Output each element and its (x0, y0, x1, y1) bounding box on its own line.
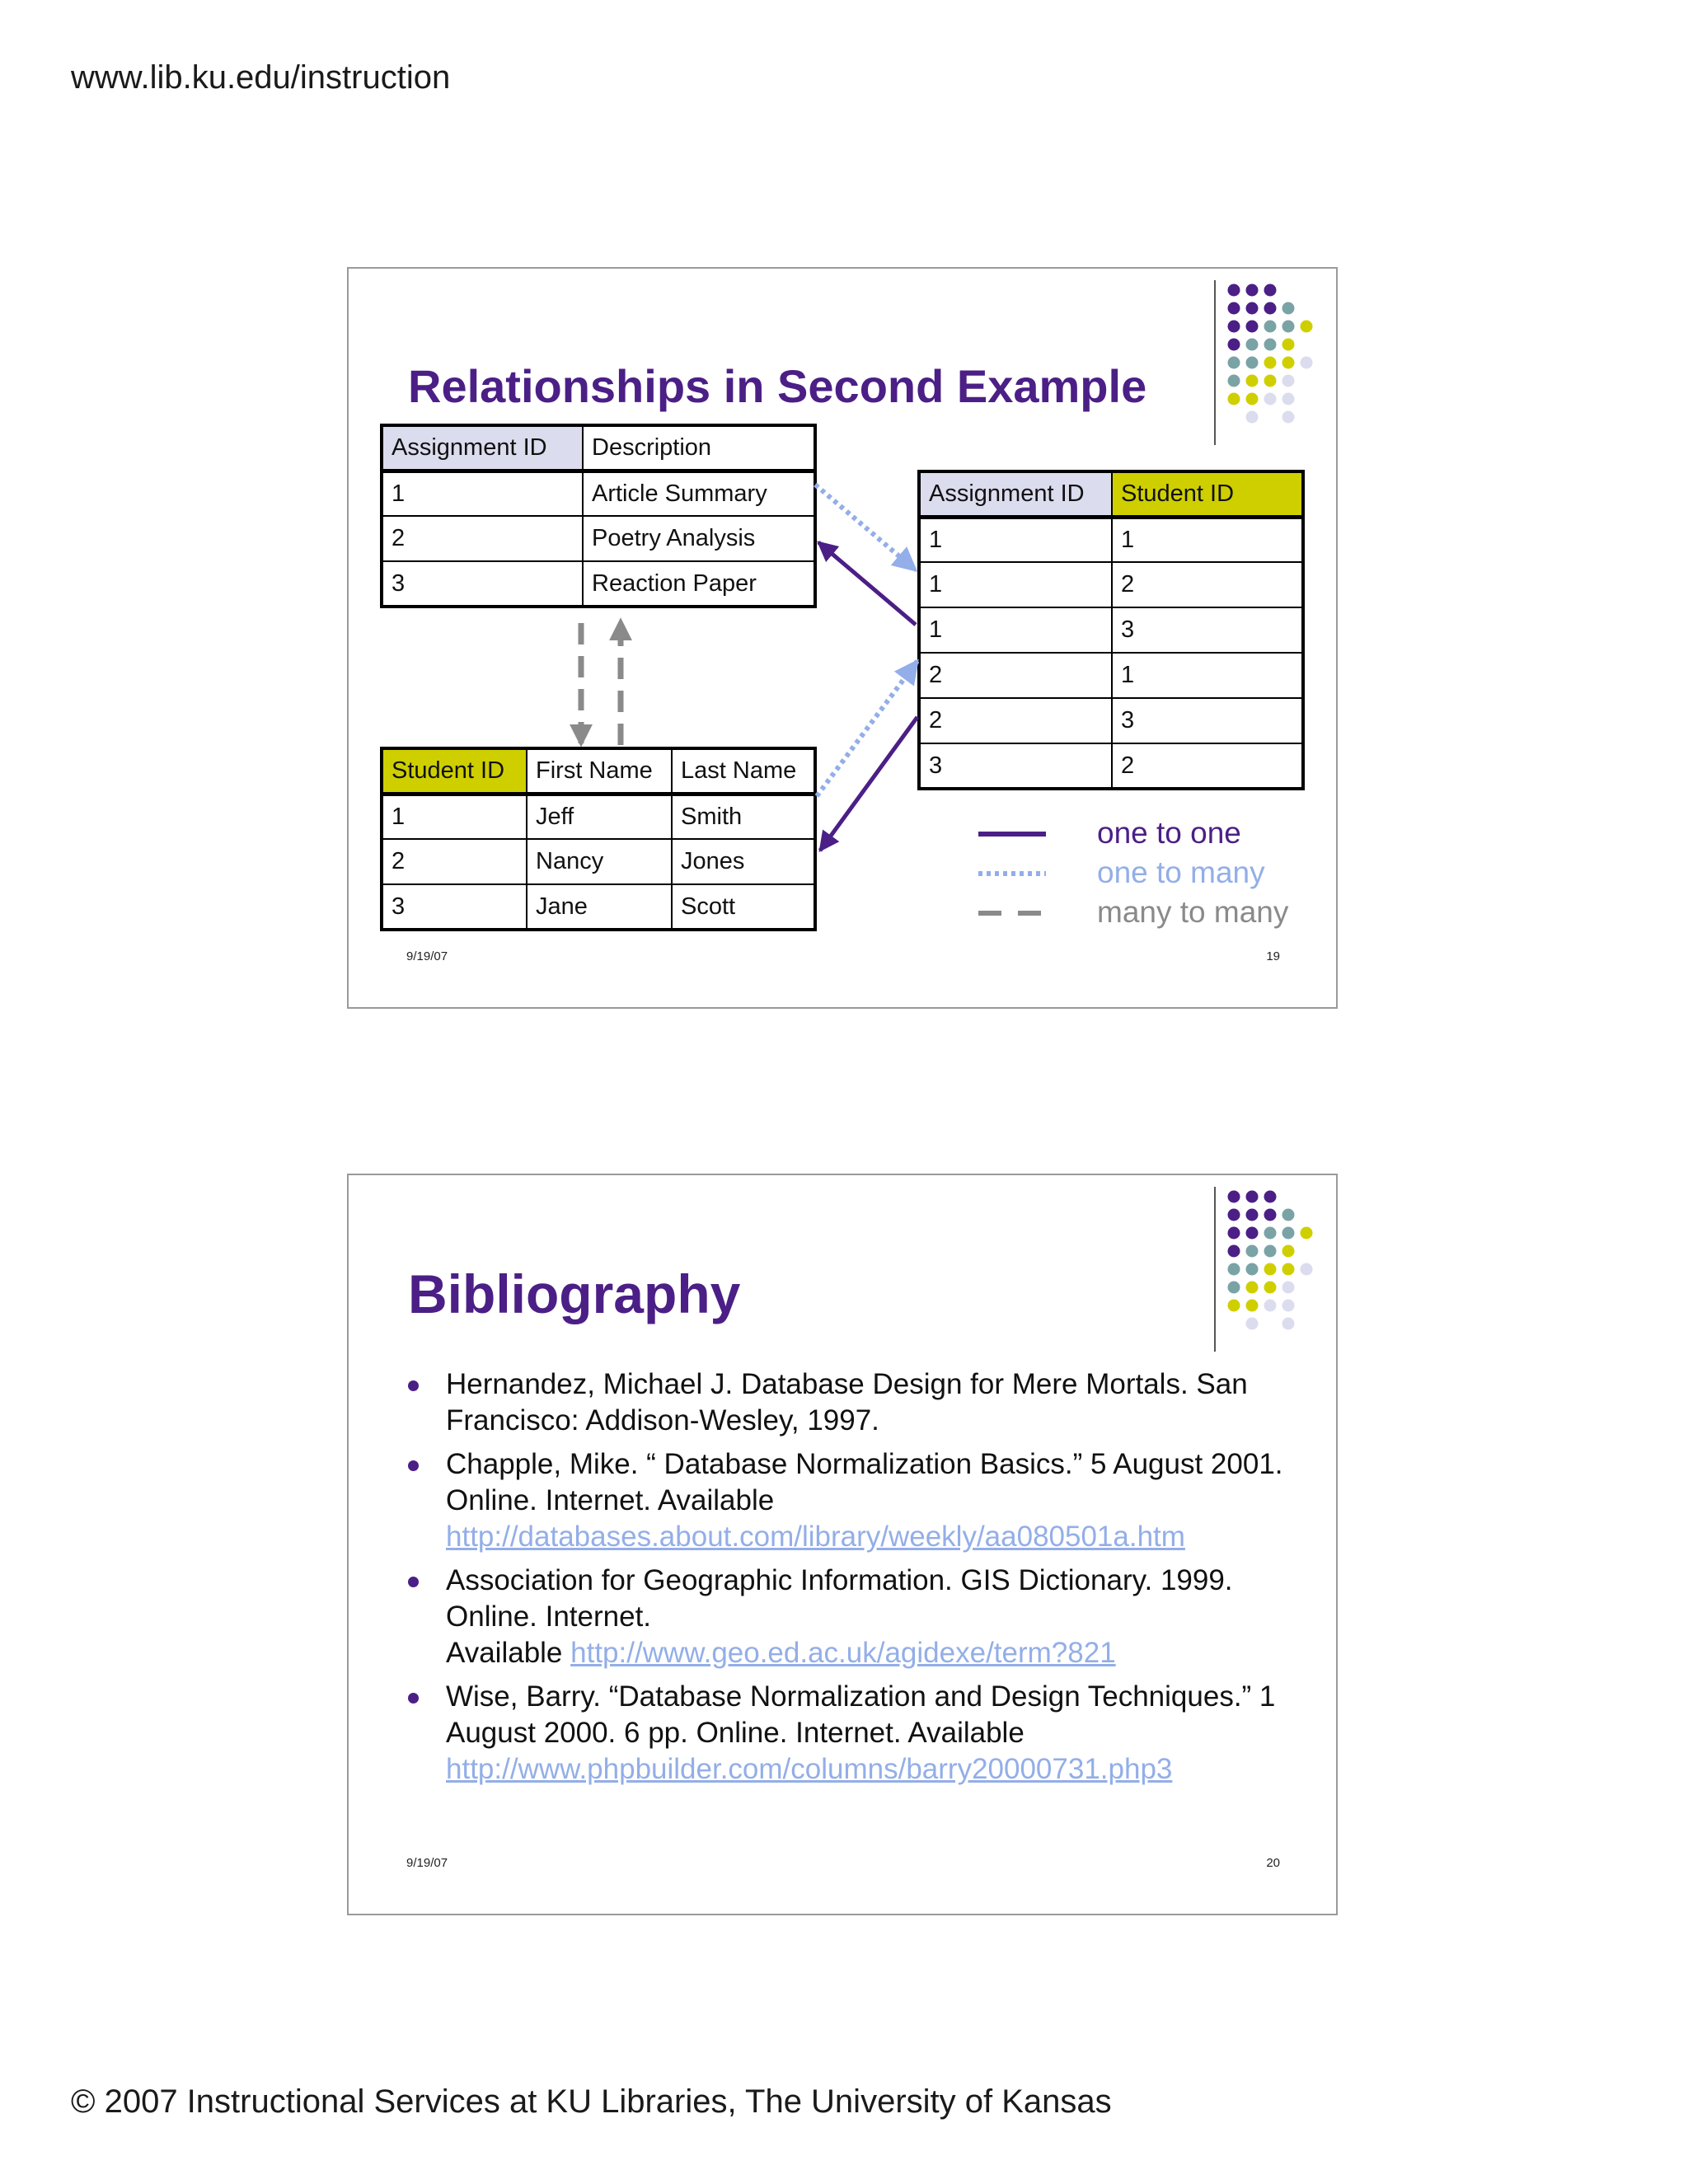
list-item (408, 1446, 1298, 1555)
table-cell: 2 (919, 653, 1112, 698)
decor-dot (1264, 1263, 1277, 1276)
slide-title: Bibliography (408, 1263, 741, 1324)
table-cell: 2 (919, 698, 1112, 743)
one-to-many-arrow-assignment (815, 485, 916, 570)
citation-text: Wise, Barry. “Database Normalization and Design Techniques.” 1 August 2000. 6 pp. Online. Internet. Available (446, 1680, 1276, 1749)
table-cell: 2 (382, 516, 583, 561)
decor-dot (1282, 1300, 1295, 1312)
column-header: Last Name (672, 748, 815, 794)
decor-dot (1228, 1300, 1240, 1312)
bullet-icon (408, 1693, 419, 1704)
decor-dot (1301, 1227, 1313, 1240)
bullet-icon (408, 1380, 419, 1391)
bibliography-list (408, 1366, 1298, 1795)
slide-relationships (347, 267, 1338, 1009)
decor-dot (1246, 1282, 1259, 1294)
decor-dot (1246, 1209, 1259, 1221)
table-cell: 1 (1112, 517, 1303, 562)
decor-dot (1282, 1227, 1295, 1240)
citation-text: Chapple, Mike. “ Database Normalization Basics.” 5 August 2001. Online. Internet. Available (446, 1448, 1283, 1516)
table-cell: 2 (1112, 743, 1303, 789)
decor-dot (1301, 1263, 1313, 1276)
slide-number: 19 (1266, 949, 1280, 963)
decor-dot (1264, 1209, 1277, 1221)
citation-text: Association for Geographic Information. GIS Dictionary. 1999. Online. Internet. (446, 1564, 1233, 1633)
table-cell: 1 (919, 607, 1112, 653)
list-item (408, 1366, 1298, 1439)
table-cell: 3 (919, 743, 1112, 789)
table-cell: Scott (672, 884, 815, 930)
table-cell: 3 (382, 884, 527, 930)
decor-dot (1228, 1191, 1240, 1203)
slide-date: 9/19/07 (406, 1856, 448, 1870)
decor-dot (1246, 1300, 1259, 1312)
slide-bibliography (347, 1174, 1338, 1915)
table-cell: 1 (919, 562, 1112, 607)
slide-title: Relationships in Second Example (408, 360, 1147, 412)
decor-dot (1228, 1263, 1240, 1276)
citation-link[interactable]: http://databases.about.com/library/weekly/aa080501a.htm (446, 1521, 1185, 1553)
slide-number: 20 (1266, 1856, 1280, 1870)
solid-line-swatch (975, 826, 1049, 842)
dashed-line-swatch (975, 905, 1049, 921)
dotted-line-swatch (975, 865, 1049, 882)
bullet-icon (408, 1577, 419, 1587)
column-header: Student ID (382, 748, 527, 794)
slide-date: 9/19/07 (406, 949, 448, 963)
decor-dot-grid (1222, 1187, 1329, 1352)
table-cell: Jeff (527, 794, 672, 839)
page-footer-copyright: © 2007 Instructional Services at KU Libraries, The University of Kansas (71, 2083, 1112, 2120)
table-cell: 2 (382, 839, 527, 884)
decor-dot (1282, 1245, 1295, 1258)
citation-text: Available (446, 1637, 563, 1669)
decor-dot (1246, 1263, 1259, 1276)
table-cell: Jones (672, 839, 815, 884)
table-cell: 1 (919, 517, 1112, 562)
decor-dot (1282, 1318, 1295, 1330)
citation-text: Hernandez, Michael J. Database Design for Mere Mortals. San Francisco: Addison-Wesley, 1997. (446, 1368, 1248, 1436)
decor-dot (1282, 1282, 1295, 1294)
table-cell: Nancy (527, 839, 672, 884)
decor-dot (1228, 1282, 1240, 1294)
decor-vertical-line (1214, 1187, 1216, 1352)
one-to-one-arrow-student (820, 717, 917, 851)
column-header: Student ID (1112, 471, 1303, 517)
column-header: First Name (527, 748, 672, 794)
decor-dot (1228, 1245, 1240, 1258)
list-item (408, 1679, 1298, 1788)
decor-dot (1264, 1245, 1277, 1258)
decor-dot (1282, 1263, 1295, 1276)
table-cell: Article Summary (583, 471, 815, 516)
table-cell: Smith (672, 794, 815, 839)
one-to-many-arrow-student (817, 661, 917, 796)
legend-label: one to one (1097, 816, 1241, 850)
column-header: Assignment ID (919, 471, 1112, 517)
table-cell: 1 (382, 794, 527, 839)
decor-dot (1264, 1300, 1277, 1312)
decor-dot (1228, 1227, 1240, 1240)
table-cell: 1 (382, 471, 583, 516)
legend-label: one to many (1097, 855, 1265, 889)
column-header: Description (583, 425, 815, 471)
decor-dot (1264, 1227, 1277, 1240)
citation-link[interactable]: http://www.geo.ed.ac.uk/agidexe/term?821 (570, 1637, 1116, 1669)
decor-dot (1228, 1209, 1240, 1221)
table-cell: 1 (1112, 653, 1303, 698)
page-header-url: www.lib.ku.edu/instruction (71, 59, 451, 96)
table-cell: 3 (1112, 607, 1303, 653)
table-cell: 2 (1112, 562, 1303, 607)
legend-label: many to many (1097, 895, 1289, 929)
citation-link[interactable]: http://www.phpbuilder.com/columns/barry20000731.php3 (446, 1753, 1173, 1785)
table-cell: Poetry Analysis (583, 516, 815, 561)
decor-dot (1246, 1245, 1259, 1258)
table-cell: Reaction Paper (583, 561, 815, 607)
decor-dot (1264, 1282, 1277, 1294)
table-cell: Jane (527, 884, 672, 930)
decor-dot (1264, 1191, 1277, 1203)
decor-dot (1282, 1209, 1295, 1221)
table-cell: 3 (382, 561, 583, 607)
decor-dot (1246, 1318, 1259, 1330)
table-cell: 3 (1112, 698, 1303, 743)
column-header: Assignment ID (382, 425, 583, 471)
list-item (408, 1563, 1298, 1671)
decor-dot (1246, 1191, 1259, 1203)
decor-dot (1246, 1227, 1259, 1240)
bullet-icon (408, 1460, 419, 1471)
